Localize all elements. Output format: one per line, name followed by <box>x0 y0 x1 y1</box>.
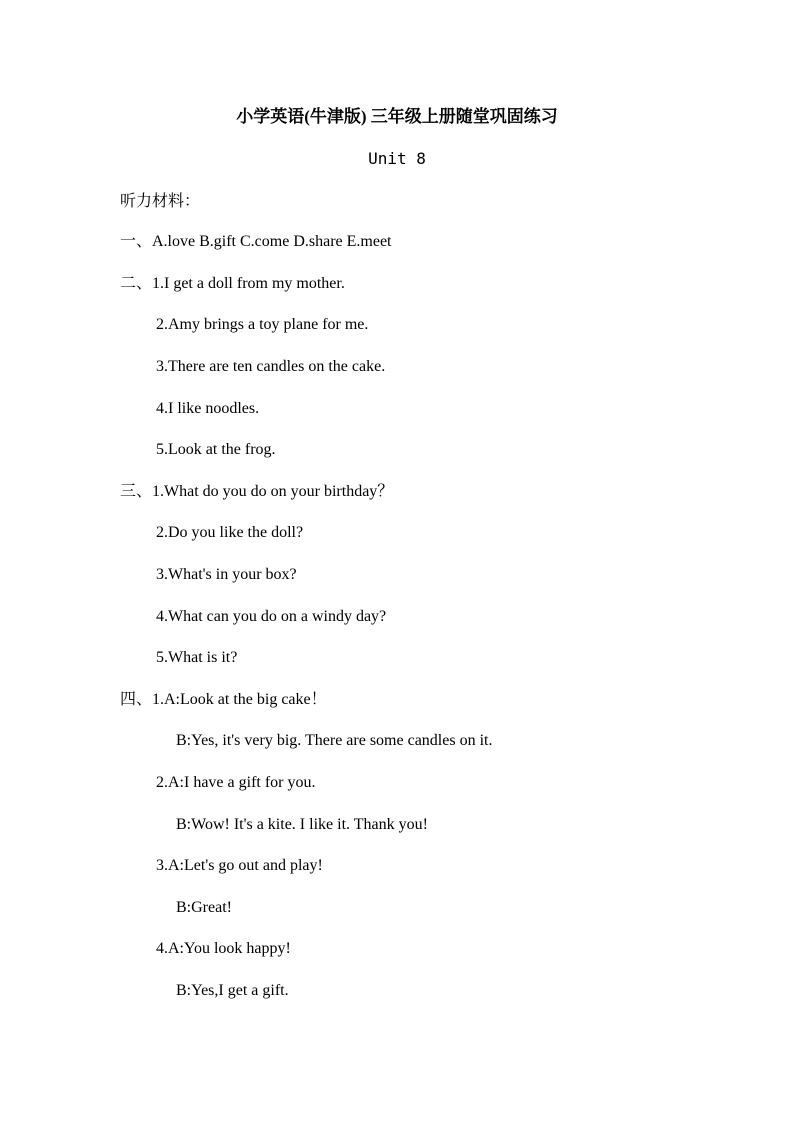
section-4-line: B:Yes,I get a gift. <box>176 982 289 999</box>
section-2-line: 3.There are ten candles on the cake. <box>156 358 386 375</box>
section-2-line: 二、1.I get a doll from my mother. <box>120 275 345 292</box>
section-1-line: 一、A.love B.gift C.come D.share E.meet <box>120 233 392 250</box>
section-3-line: 2.Do you like the doll? <box>156 524 304 541</box>
section-4-line: B:Wow! It's a kite. I like it. Thank you! <box>176 816 428 833</box>
section-4-line: 2.A:I have a gift for you. <box>156 774 316 791</box>
section-heading: 听力材料： <box>120 193 201 210</box>
section-4-line: 四、1.A:Look at the big cake！ <box>120 691 327 708</box>
section-3-line: 三、1.What do you do on your birthday？ <box>120 483 394 500</box>
section-3-line: 4.What can you do on a windy day? <box>156 608 387 625</box>
section-3-line: 3.What's in your box? <box>156 566 297 583</box>
section-3-line: 5.What is it? <box>156 649 238 666</box>
section-2-line: 5.Look at the frog. <box>156 441 276 458</box>
section-2-line: 2.Amy brings a toy plane for me. <box>156 316 369 333</box>
section-4-line: B:Great! <box>176 899 232 916</box>
unit-subtitle: Unit 8 <box>368 149 426 168</box>
page-title: 小学英语(牛津版) 三年级上册随堂巩固练习 <box>236 107 558 126</box>
section-4-line: B:Yes, it's very big. There are some candles on it. <box>176 732 493 749</box>
section-2-line: 4.I like noodles. <box>156 400 260 417</box>
section-4-line: 4.A:You look happy! <box>156 940 291 957</box>
section-4-line: 3.A:Let's go out and play! <box>156 857 323 874</box>
